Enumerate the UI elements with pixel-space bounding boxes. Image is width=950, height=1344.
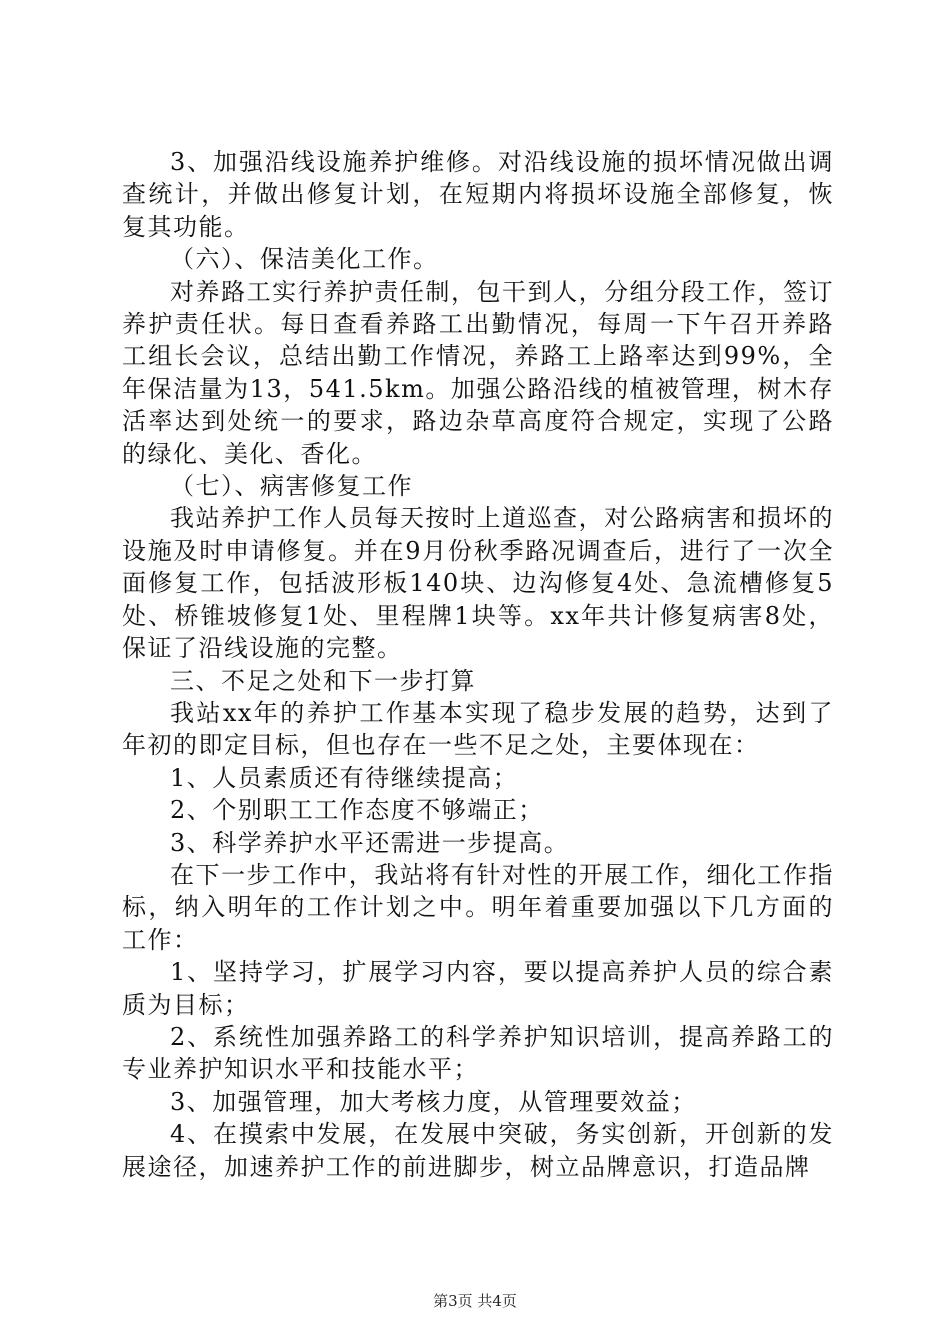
- paragraph: 在下一步工作中，我站将有针对性的开展工作，细化工作指标，纳入明年的工作计划之中。明年着重要加强以下几方面的工作：: [122, 860, 834, 954]
- list-item: 2、个别职工工作态度不够端正；: [170, 796, 544, 825]
- section-heading: （六）、保洁美化工作。: [170, 245, 439, 274]
- document-body: [122, 146, 834, 1183]
- list-item: 1、人员素质还有待继续提高；: [170, 763, 519, 792]
- list-item: 3、加强管理，加大考核力度，从管理要效益；: [170, 1087, 697, 1116]
- list-item: 3、科学养护水平还需进一步提高。: [170, 828, 570, 857]
- section-heading: （七）、病害修复工作: [170, 472, 413, 501]
- list-item: 1、坚持学习，扩展学习内容，要以提高养护人员的综合素质为目标；: [122, 958, 834, 1019]
- paragraph: 我站xx年的养护工作基本实现了稳步发展的趋势，达到了年初的即定目标，但也存在一些不足之处，主要体现在：: [122, 698, 834, 760]
- section-heading: 三、不足之处和下一步打算: [170, 666, 476, 695]
- list-item: 2、系统性加强养路工的科学养护知识培训，提高养路工的专业养护知识水平和技能水平；: [122, 1022, 834, 1084]
- paragraph: 对养路工实行养护责任制，包干到人，分组分段工作，签订养护责任状。每日查看养路工出勤情况，每周一下午召开养路工组长会议，总结出勤工作情况，养路工上路率达到99%，全年保洁量为13，541.5km。加强公路沿线的植被管理，树木存活率达到处统一的要求，路边杂草高度符合规定，实现了公路的绿化、美化、香化。: [122, 277, 834, 468]
- list-item: 4、在摸索中发展，在发展中突破，务实创新，开创新的发展途径，加速养护工作的前进脚步，树立品牌意识，打造品牌: [122, 1120, 834, 1181]
- paragraph: 我站养护工作人员每天按时上道巡查，对公路病害和损坏的设施及时申请修复。并在9月份秋季路况调查后，进行了一次全面修复工作，包括波形板140块、边沟修复4处、急流槽修复5处、桥锥坡修复1处、里程牌1块等。xx年共计修复病害8处，保证了沿线设施的完整。: [122, 504, 834, 663]
- page-footer: 第3页 共4页: [433, 1292, 517, 1310]
- paragraph: 3、加强沿线设施养护维修。对沿线设施的损坏情况做出调查统计，并做出修复计划，在短期内将损坏设施全部修复，恢复其功能。: [122, 148, 834, 241]
